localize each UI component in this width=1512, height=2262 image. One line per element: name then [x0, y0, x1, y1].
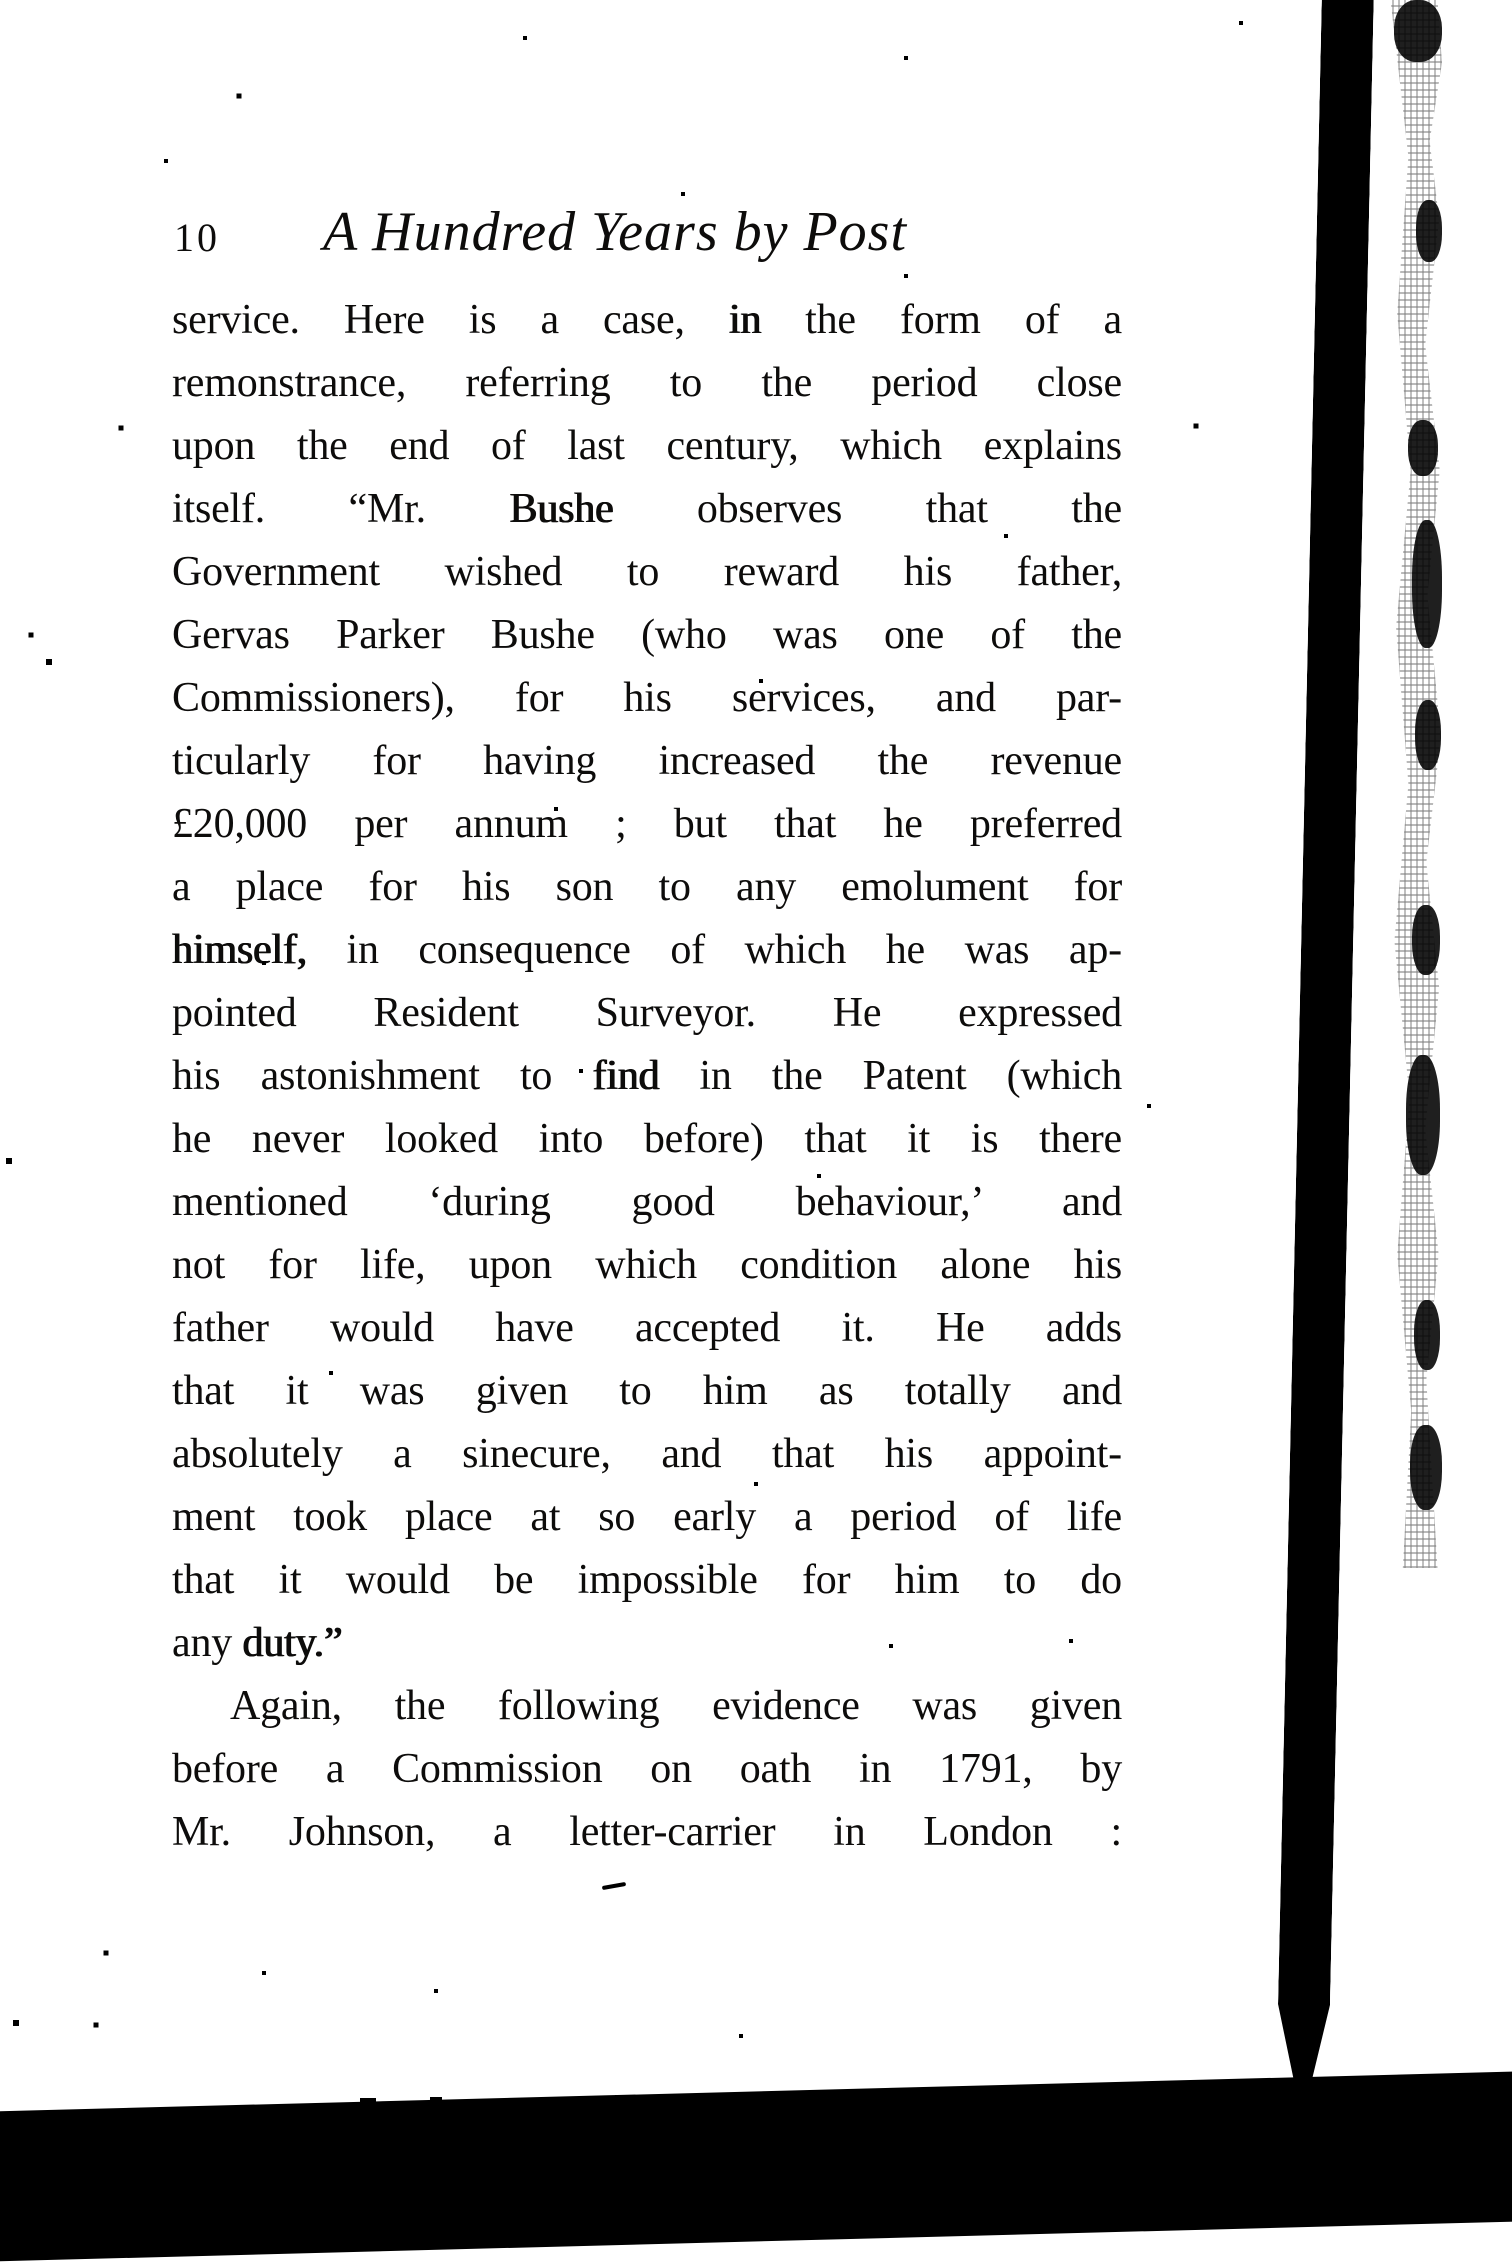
- text-line: Government wished to reward his father,: [172, 549, 1122, 595]
- edge-noise-blob: [1406, 1055, 1440, 1175]
- edge-noise-blob: [1416, 200, 1442, 262]
- body-text: [172, 289, 1122, 1864]
- text-line: Again, the following evidence was given: [230, 1683, 1122, 1729]
- text-line: he never looked into before) that it is there: [172, 1116, 1123, 1162]
- edge-noise-blob: [1394, 0, 1442, 62]
- text-line: that it was given to him as totally and: [172, 1368, 1123, 1414]
- text-line: ment took place at so early a period of life: [172, 1494, 1122, 1540]
- text-line: upon the end of last century, which explains: [172, 423, 1122, 469]
- text-line: mentioned ‘during good behaviour,’ and: [172, 1179, 1122, 1225]
- text-line: not for life, upon which condition alone his: [172, 1242, 1122, 1288]
- bottom-scan-edge: [0, 2070, 1512, 2262]
- text-line: Gervas Parker Bushe (who was one of the: [172, 612, 1122, 658]
- text-line: before a Commission on oath in 1791, by: [172, 1746, 1123, 1792]
- text-line: itself. “Mr. Bushe observes that the: [172, 486, 1122, 532]
- text-line: himself, in consequence of which he was ap-: [172, 927, 1122, 973]
- binding-gutter-shadow: [1276, 0, 1374, 2100]
- text-line: ticularly for having increased the revenue: [172, 738, 1122, 784]
- scan-noise-dots: [0, 0, 2, 2]
- edge-noise-blob: [1415, 700, 1441, 770]
- running-title: A Hundred Years by Post: [322, 201, 908, 263]
- stray-dash-mark: [602, 1882, 626, 1890]
- text-line: a place for his son to any emolument for: [172, 864, 1122, 910]
- edge-noise-blob: [1412, 905, 1440, 975]
- text-line: pointed Resident Surveyor. He expressed: [172, 990, 1122, 1036]
- text-line: that it would be impossible for him to do: [172, 1557, 1122, 1603]
- text-line: his astonishment to find in the Patent (which: [172, 1053, 1123, 1099]
- page-number: 10: [174, 215, 220, 260]
- edge-noise-blob: [1414, 1300, 1440, 1370]
- text-line: service. Here is a case, in the form of a: [172, 297, 1122, 343]
- text-line: absolutely a sinecure, and that his appoint-: [172, 1431, 1122, 1477]
- text-line: Commissioners), for his services, and par-: [172, 675, 1122, 721]
- text-line: father would have accepted it. He adds: [172, 1305, 1122, 1351]
- text-line: Mr. Johnson, a letter-carrier in London :: [172, 1809, 1122, 1855]
- text-line: remonstrance, referring to the period close: [172, 360, 1122, 406]
- edge-noise-blob: [1410, 1425, 1442, 1510]
- edge-noise-blob: [1408, 420, 1438, 476]
- page-header: [172, 200, 1122, 263]
- edge-noise-blob: [1412, 520, 1442, 648]
- text-line: £20,000 per annum ; but that he preferred: [172, 801, 1122, 847]
- text-line: any duty.”: [172, 1620, 343, 1666]
